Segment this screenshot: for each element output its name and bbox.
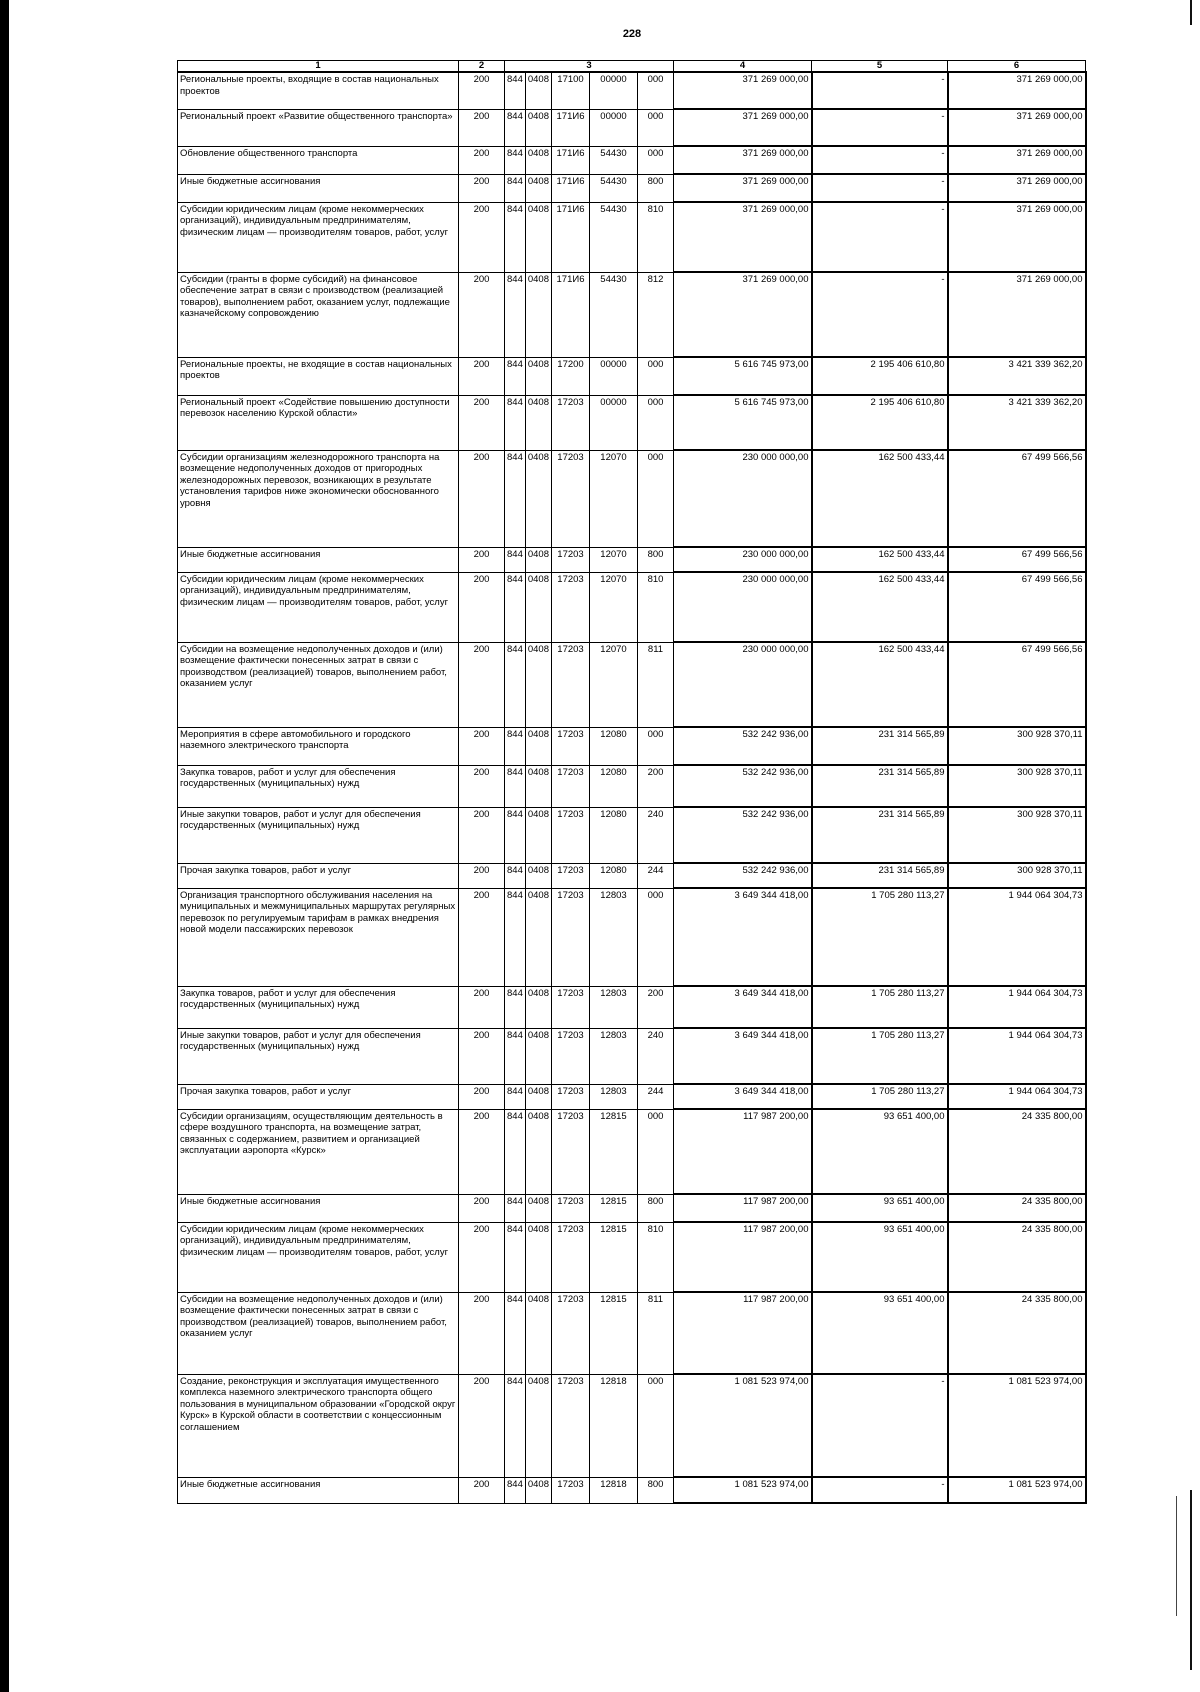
- amount-remaining: 1 944 064 304,73: [948, 986, 1086, 1028]
- amount-remaining: 67 499 566,56: [948, 642, 1086, 727]
- budget-code-part: 000: [638, 357, 674, 395]
- item-name: Региональные проекты, входящие в состав национальных проектов: [178, 72, 459, 109]
- budget-code-part: 844: [505, 1084, 526, 1109]
- budget-code-part: 000: [638, 72, 674, 109]
- budget-code-part: 17203: [552, 807, 590, 863]
- budget-code-part: 171И6: [552, 109, 590, 146]
- table-row: [178, 202, 1086, 272]
- budget-code-part: 0408: [525, 765, 551, 807]
- budget-code-part: 0408: [525, 146, 551, 174]
- budget-code-part: 244: [638, 863, 674, 888]
- amount-total: 3 649 344 418,00: [674, 1084, 812, 1109]
- amount-total: 532 242 936,00: [674, 727, 812, 765]
- amount-executed: 231 314 565,89: [812, 727, 948, 765]
- budget-code-part: 12818: [590, 1477, 638, 1503]
- amount-total: 371 269 000,00: [674, 146, 812, 174]
- item-name: Иные бюджетные ассигнования: [178, 1194, 459, 1222]
- budget-code-part: 844: [505, 1222, 526, 1292]
- amount-remaining: 67 499 566,56: [948, 547, 1086, 572]
- table-row: [178, 146, 1086, 174]
- amount-executed: -: [812, 1477, 948, 1503]
- amount-executed: -: [812, 272, 948, 357]
- amount-total: 532 242 936,00: [674, 807, 812, 863]
- amount-total: 117 987 200,00: [674, 1222, 812, 1292]
- item-name: Субсидии юридическим лицам (кроме некоммерческих организаций), индивидуальным предпринимателям, физическим лицам — производителям товаров, работ, услуг: [178, 1222, 459, 1292]
- scan-edge-mark: [1190, 0, 1192, 25]
- budget-table: [177, 60, 1087, 1504]
- amount-executed: 93 651 400,00: [812, 1292, 948, 1374]
- budget-code-part: 17203: [552, 572, 590, 642]
- budget-code-part: 00000: [590, 395, 638, 450]
- budget-code-part: 12080: [590, 765, 638, 807]
- budget-code-part: 844: [505, 807, 526, 863]
- budget-code-part: 800: [638, 174, 674, 202]
- table-row: [178, 1222, 1086, 1292]
- amount-executed: -: [812, 72, 948, 109]
- budget-code-part: 12070: [590, 547, 638, 572]
- budget-code-part: 0408: [525, 1109, 551, 1194]
- table-row: [178, 72, 1086, 109]
- amount-total: 5 616 745 973,00: [674, 395, 812, 450]
- table-row: [178, 109, 1086, 146]
- budget-code-part: 171И6: [552, 272, 590, 357]
- amount-remaining: 3 421 339 362,20: [948, 395, 1086, 450]
- amount-executed: 1 705 280 113,27: [812, 888, 948, 986]
- ministry-code: 200: [459, 1477, 505, 1503]
- budget-code-part: 12803: [590, 888, 638, 986]
- budget-code-part: 17203: [552, 547, 590, 572]
- budget-code-part: 000: [638, 395, 674, 450]
- budget-code-part: 800: [638, 1477, 674, 1503]
- item-name: Обновление общественного транспорта: [178, 146, 459, 174]
- ministry-code: 200: [459, 547, 505, 572]
- item-name: Субсидии (гранты в форме субсидий) на финансовое обеспечение затрат в связи с производством (реализацией товаров), выполнением работ, оказанием услуг, подлежащие казначейскому сопровождению: [178, 272, 459, 357]
- amount-total: 230 000 000,00: [674, 450, 812, 547]
- budget-code-part: 12818: [590, 1374, 638, 1477]
- budget-code-part: 54430: [590, 146, 638, 174]
- budget-code-part: 844: [505, 450, 526, 547]
- budget-code-part: 0408: [525, 202, 551, 272]
- amount-executed: 231 314 565,89: [812, 863, 948, 888]
- amount-executed: 162 500 433,44: [812, 642, 948, 727]
- budget-code-part: 844: [505, 395, 526, 450]
- amount-total: 532 242 936,00: [674, 765, 812, 807]
- budget-code-part: 0408: [525, 1028, 551, 1084]
- amount-total: 1 081 523 974,00: [674, 1374, 812, 1477]
- budget-code-part: 0408: [525, 72, 551, 109]
- budget-code-part: 17203: [552, 1374, 590, 1477]
- table-row: [178, 807, 1086, 863]
- budget-code-part: 844: [505, 1292, 526, 1374]
- item-name: Прочая закупка товаров, работ и услуг: [178, 1084, 459, 1109]
- amount-total: 371 269 000,00: [674, 109, 812, 146]
- budget-code-part: 844: [505, 174, 526, 202]
- amount-remaining: 371 269 000,00: [948, 174, 1086, 202]
- scan-edge-bar: [0, 0, 9, 1692]
- budget-code-part: 0408: [525, 1084, 551, 1109]
- budget-code-part: 12070: [590, 572, 638, 642]
- amount-executed: -: [812, 202, 948, 272]
- amount-remaining: 1 081 523 974,00: [948, 1374, 1086, 1477]
- budget-code-part: 12815: [590, 1222, 638, 1292]
- table-row: [178, 572, 1086, 642]
- budget-code-part: 171И6: [552, 146, 590, 174]
- budget-code-part: 00000: [590, 109, 638, 146]
- amount-total: 3 649 344 418,00: [674, 1028, 812, 1084]
- ministry-code: 200: [459, 109, 505, 146]
- budget-code-part: 54430: [590, 202, 638, 272]
- amount-remaining: 1 944 064 304,73: [948, 888, 1086, 986]
- budget-code-part: 171И6: [552, 202, 590, 272]
- amount-remaining: 300 928 370,11: [948, 765, 1086, 807]
- amount-remaining: 1 944 064 304,73: [948, 1084, 1086, 1109]
- table-row: [178, 357, 1086, 395]
- budget-code-part: 844: [505, 1477, 526, 1503]
- budget-code-part: 844: [505, 202, 526, 272]
- amount-executed: 231 314 565,89: [812, 765, 948, 807]
- item-name: Мероприятия в сфере автомобильного и городского наземного электрического транспорта: [178, 727, 459, 765]
- budget-code-part: 0408: [525, 1477, 551, 1503]
- column-header: 6: [948, 61, 1086, 73]
- budget-code-part: 17100: [552, 72, 590, 109]
- budget-code-part: 0408: [525, 888, 551, 986]
- budget-code-part: 12803: [590, 986, 638, 1028]
- amount-remaining: 371 269 000,00: [948, 272, 1086, 357]
- budget-code-part: 844: [505, 765, 526, 807]
- budget-code-part: 0408: [525, 572, 551, 642]
- table-row: [178, 1109, 1086, 1194]
- budget-code-part: 244: [638, 1084, 674, 1109]
- column-header: 1: [178, 61, 459, 73]
- amount-total: 1 081 523 974,00: [674, 1477, 812, 1503]
- ministry-code: 200: [459, 727, 505, 765]
- item-name: Закупка товаров, работ и услуг для обеспечения государственных (муниципальных) нужд: [178, 986, 459, 1028]
- amount-remaining: 371 269 000,00: [948, 109, 1086, 146]
- item-name: Субсидии юридическим лицам (кроме некоммерческих организаций), индивидуальным предпринимателям, физическим лицам — производителям товаров, работ, услуг: [178, 202, 459, 272]
- budget-code-part: 17203: [552, 1028, 590, 1084]
- budget-code-part: 12070: [590, 642, 638, 727]
- budget-code-part: 0408: [525, 1374, 551, 1477]
- amount-remaining: 3 421 339 362,20: [948, 357, 1086, 395]
- budget-code-part: 00000: [590, 357, 638, 395]
- amount-executed: -: [812, 1374, 948, 1477]
- amount-executed: -: [812, 146, 948, 174]
- budget-code-part: 0408: [525, 174, 551, 202]
- budget-code-part: 0408: [525, 807, 551, 863]
- amount-total: 371 269 000,00: [674, 72, 812, 109]
- budget-code-part: 17203: [552, 986, 590, 1028]
- item-name: Прочая закупка товаров, работ и услуг: [178, 863, 459, 888]
- budget-code-part: 0408: [525, 1222, 551, 1292]
- budget-code-part: 54430: [590, 272, 638, 357]
- budget-code-part: 844: [505, 986, 526, 1028]
- budget-code-part: 12080: [590, 727, 638, 765]
- budget-code-part: 810: [638, 572, 674, 642]
- amount-executed: 2 195 406 610,80: [812, 357, 948, 395]
- column-header: 4: [674, 61, 812, 73]
- amount-executed: 93 651 400,00: [812, 1222, 948, 1292]
- column-header: 2: [459, 61, 505, 73]
- amount-remaining: 1 081 523 974,00: [948, 1477, 1086, 1503]
- budget-code-part: 000: [638, 1109, 674, 1194]
- budget-code-part: 17203: [552, 727, 590, 765]
- ministry-code: 200: [459, 272, 505, 357]
- table-row: [178, 1084, 1086, 1109]
- budget-code-part: 844: [505, 272, 526, 357]
- budget-code-part: 17203: [552, 888, 590, 986]
- amount-total: 5 616 745 973,00: [674, 357, 812, 395]
- amount-remaining: 24 335 800,00: [948, 1292, 1086, 1374]
- ministry-code: 200: [459, 572, 505, 642]
- item-name: Организация транспортного обслуживания населения на муниципальных и межмуниципальных маршрутах регулярных перевозок по регулируемым тарифам в рамках внедрения новой модели пассажирских перевозок: [178, 888, 459, 986]
- item-name: Региональный проект «Развитие общественного транспорта»: [178, 109, 459, 146]
- budget-code-part: 0408: [525, 272, 551, 357]
- budget-code-part: 17203: [552, 1194, 590, 1222]
- ministry-code: 200: [459, 1084, 505, 1109]
- amount-remaining: 300 928 370,11: [948, 863, 1086, 888]
- amount-remaining: 67 499 566,56: [948, 450, 1086, 547]
- table-row: [178, 1477, 1086, 1503]
- table-row: [178, 547, 1086, 572]
- ministry-code: 200: [459, 807, 505, 863]
- budget-code-part: 17203: [552, 765, 590, 807]
- budget-code-part: 811: [638, 1292, 674, 1374]
- amount-remaining: 24 335 800,00: [948, 1194, 1086, 1222]
- budget-code-part: 844: [505, 863, 526, 888]
- table-row: [178, 642, 1086, 727]
- item-name: Региональные проекты, не входящие в состав национальных проектов: [178, 357, 459, 395]
- budget-code-part: 17200: [552, 357, 590, 395]
- budget-code-part: 12815: [590, 1292, 638, 1374]
- amount-executed: -: [812, 174, 948, 202]
- budget-code-part: 800: [638, 1194, 674, 1222]
- item-name: Субсидии на возмещение недополученных доходов и (или) возмещение фактически понесенных затрат в связи с производством (реализацией) товаров, выполнением работ, оказанием услуг: [178, 642, 459, 727]
- amount-total: 371 269 000,00: [674, 174, 812, 202]
- budget-code-part: 12815: [590, 1194, 638, 1222]
- budget-code-part: 240: [638, 1028, 674, 1084]
- amount-total: 117 987 200,00: [674, 1292, 812, 1374]
- budget-code-part: 17203: [552, 1292, 590, 1374]
- table-row: [178, 450, 1086, 547]
- budget-code-part: 0408: [525, 450, 551, 547]
- budget-code-part: 844: [505, 547, 526, 572]
- ministry-code: 200: [459, 1109, 505, 1194]
- table-row: [178, 1292, 1086, 1374]
- budget-code-part: 240: [638, 807, 674, 863]
- budget-code-part: 0408: [525, 863, 551, 888]
- budget-code-part: 844: [505, 1194, 526, 1222]
- amount-executed: 162 500 433,44: [812, 450, 948, 547]
- budget-code-part: 0408: [525, 357, 551, 395]
- ministry-code: 200: [459, 888, 505, 986]
- item-name: Иные закупки товаров, работ и услуг для обеспечения государственных (муниципальных) нужд: [178, 807, 459, 863]
- amount-remaining: 300 928 370,11: [948, 727, 1086, 765]
- amount-remaining: 67 499 566,56: [948, 572, 1086, 642]
- budget-code-part: 0408: [525, 642, 551, 727]
- amount-total: 117 987 200,00: [674, 1194, 812, 1222]
- budget-code-part: 000: [638, 888, 674, 986]
- amount-remaining: 371 269 000,00: [948, 146, 1086, 174]
- table-row: [178, 1028, 1086, 1084]
- budget-code-part: 844: [505, 1109, 526, 1194]
- table-row: [178, 986, 1086, 1028]
- budget-code-part: 12803: [590, 1084, 638, 1109]
- amount-executed: 162 500 433,44: [812, 547, 948, 572]
- ministry-code: 200: [459, 642, 505, 727]
- amount-total: 371 269 000,00: [674, 272, 812, 357]
- table-header-row: [178, 61, 1086, 73]
- budget-code-part: 0408: [525, 1292, 551, 1374]
- table-row: [178, 272, 1086, 357]
- column-header: 3: [505, 61, 674, 73]
- budget-code-part: 171И6: [552, 174, 590, 202]
- item-name: Закупка товаров, работ и услуг для обеспечения государственных (муниципальных) нужд: [178, 765, 459, 807]
- amount-remaining: 371 269 000,00: [948, 72, 1086, 109]
- budget-code-part: 0408: [525, 109, 551, 146]
- ministry-code: 200: [459, 1374, 505, 1477]
- budget-code-part: 000: [638, 450, 674, 547]
- amount-total: 230 000 000,00: [674, 547, 812, 572]
- amount-total: 3 649 344 418,00: [674, 986, 812, 1028]
- amount-executed: 1 705 280 113,27: [812, 1028, 948, 1084]
- item-name: Иные бюджетные ассигнования: [178, 174, 459, 202]
- budget-code-part: 12803: [590, 1028, 638, 1084]
- amount-total: 371 269 000,00: [674, 202, 812, 272]
- table-row: [178, 395, 1086, 450]
- table-row: [178, 765, 1086, 807]
- amount-remaining: 371 269 000,00: [948, 202, 1086, 272]
- budget-code-part: 12080: [590, 807, 638, 863]
- item-name: Субсидии организациям железнодорожного транспорта на возмещение недополученных доходов от пригородных железнодорожных перевозок, возникающих в результате установления тарифов ниже экономически обоснованного уровня: [178, 450, 459, 547]
- column-header: 5: [812, 61, 948, 73]
- ministry-code: 200: [459, 1222, 505, 1292]
- amount-executed: 162 500 433,44: [812, 572, 948, 642]
- budget-code-part: 811: [638, 642, 674, 727]
- budget-code-part: 17203: [552, 395, 590, 450]
- budget-code-part: 0408: [525, 727, 551, 765]
- amount-remaining: 300 928 370,11: [948, 807, 1086, 863]
- item-name: Иные закупки товаров, работ и услуг для обеспечения государственных (муниципальных) нужд: [178, 1028, 459, 1084]
- page-number: 228: [622, 28, 642, 40]
- budget-code-part: 000: [638, 727, 674, 765]
- budget-code-part: 00000: [590, 72, 638, 109]
- table-row: [178, 174, 1086, 202]
- item-name: Иные бюджетные ассигнования: [178, 547, 459, 572]
- budget-code-part: 812: [638, 272, 674, 357]
- amount-total: 3 649 344 418,00: [674, 888, 812, 986]
- budget-code-part: 844: [505, 727, 526, 765]
- budget-code-part: 0408: [525, 547, 551, 572]
- budget-code-part: 810: [638, 1222, 674, 1292]
- budget-code-part: 844: [505, 572, 526, 642]
- budget-code-part: 12080: [590, 863, 638, 888]
- table-row: [178, 1194, 1086, 1222]
- amount-total: 117 987 200,00: [674, 1109, 812, 1194]
- amount-total: 230 000 000,00: [674, 572, 812, 642]
- budget-code-part: 17203: [552, 1222, 590, 1292]
- budget-code-part: 810: [638, 202, 674, 272]
- budget-code-part: 12070: [590, 450, 638, 547]
- budget-code-part: 844: [505, 72, 526, 109]
- ministry-code: 200: [459, 765, 505, 807]
- scan-edge-mark: [1176, 1496, 1177, 1616]
- table-row: [178, 1374, 1086, 1477]
- amount-executed: -: [812, 109, 948, 146]
- ministry-code: 200: [459, 1028, 505, 1084]
- budget-code-part: 200: [638, 765, 674, 807]
- ministry-code: 200: [459, 450, 505, 547]
- budget-code-part: 800: [638, 547, 674, 572]
- budget-code-part: 000: [638, 109, 674, 146]
- ministry-code: 200: [459, 72, 505, 109]
- budget-code-part: 54430: [590, 174, 638, 202]
- table-row: [178, 727, 1086, 765]
- item-name: Региональный проект «Содействие повышению доступности перевозок населению Курской области»: [178, 395, 459, 450]
- budget-code-part: 844: [505, 1028, 526, 1084]
- amount-executed: 93 651 400,00: [812, 1194, 948, 1222]
- ministry-code: 200: [459, 357, 505, 395]
- budget-code-part: 844: [505, 642, 526, 727]
- budget-code-part: 844: [505, 888, 526, 986]
- budget-code-part: 844: [505, 357, 526, 395]
- scan-edge-mark: [1190, 1490, 1192, 1670]
- amount-total: 230 000 000,00: [674, 642, 812, 727]
- ministry-code: 200: [459, 1292, 505, 1374]
- budget-code-part: 000: [638, 1374, 674, 1477]
- amount-executed: 93 651 400,00: [812, 1109, 948, 1194]
- ministry-code: 200: [459, 174, 505, 202]
- budget-code-part: 844: [505, 1374, 526, 1477]
- budget-code-part: 17203: [552, 863, 590, 888]
- budget-code-part: 844: [505, 109, 526, 146]
- ministry-code: 200: [459, 1194, 505, 1222]
- amount-remaining: 24 335 800,00: [948, 1222, 1086, 1292]
- budget-code-part: 200: [638, 986, 674, 1028]
- item-name: Субсидии юридическим лицам (кроме некоммерческих организаций), индивидуальным предпринимателям, физическим лицам — производителям товаров, работ, услуг: [178, 572, 459, 642]
- ministry-code: 200: [459, 202, 505, 272]
- budget-code-part: 17203: [552, 1109, 590, 1194]
- amount-remaining: 24 335 800,00: [948, 1109, 1086, 1194]
- item-name: Субсидии на возмещение недополученных доходов и (или) возмещение фактически понесенных затрат в связи с производством (реализацией) товаров, выполнением работ, оказанием услуг: [178, 1292, 459, 1374]
- budget-code-part: 17203: [552, 450, 590, 547]
- budget-code-part: 0408: [525, 395, 551, 450]
- budget-code-part: 17203: [552, 1084, 590, 1109]
- ministry-code: 200: [459, 395, 505, 450]
- ministry-code: 200: [459, 863, 505, 888]
- ministry-code: 200: [459, 146, 505, 174]
- ministry-code: 200: [459, 986, 505, 1028]
- amount-executed: 1 705 280 113,27: [812, 986, 948, 1028]
- item-name: Субсидии организациям, осуществляющим деятельность в сфере воздушного транспорта, на возмещение затрат, связанных с содержанием, развитием и организацией эксплуатации аэропорта «Курск»: [178, 1109, 459, 1194]
- budget-code-part: 844: [505, 146, 526, 174]
- budget-code-part: 000: [638, 146, 674, 174]
- budget-code-part: 0408: [525, 1194, 551, 1222]
- budget-code-part: 17203: [552, 1477, 590, 1503]
- amount-executed: 231 314 565,89: [812, 807, 948, 863]
- item-name: Иные бюджетные ассигнования: [178, 1477, 459, 1503]
- budget-code-part: 12815: [590, 1109, 638, 1194]
- item-name: Создание, реконструкция и эксплуатация имущественного комплекса наземного электрического транспорта общего пользования в муниципальном образовании «Городской округ Курск» в Курской области в соответствии с концессионным соглашением: [178, 1374, 459, 1477]
- budget-code-part: 0408: [525, 986, 551, 1028]
- amount-remaining: 1 944 064 304,73: [948, 1028, 1086, 1084]
- table-row: [178, 888, 1086, 986]
- budget-code-part: 17203: [552, 642, 590, 727]
- amount-executed: 2 195 406 610,80: [812, 395, 948, 450]
- amount-total: 532 242 936,00: [674, 863, 812, 888]
- amount-executed: 1 705 280 113,27: [812, 1084, 948, 1109]
- table-row: [178, 863, 1086, 888]
